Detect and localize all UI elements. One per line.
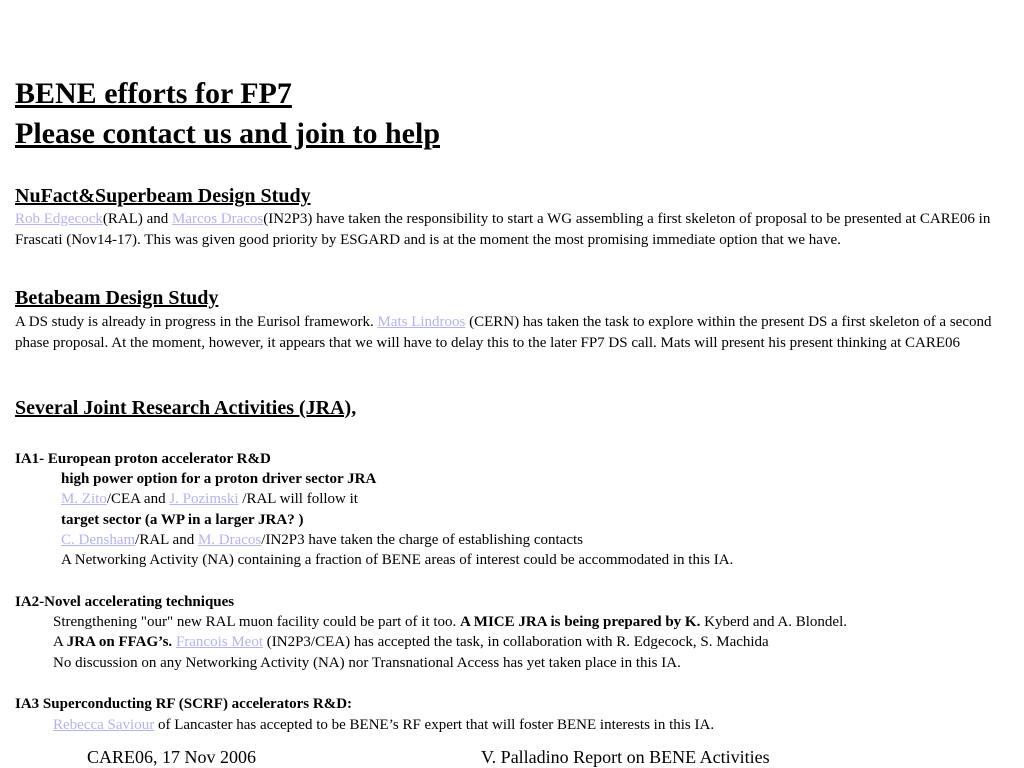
link-m-zito[interactable]: M. Zito	[61, 491, 107, 507]
nufact-heading: NuFact&Superbeam Design Study	[15, 185, 311, 207]
ia3-text: of Lancaster has accepted to be BENE’s RF expert that will foster BENE interests in this IA.	[154, 717, 715, 733]
ia1-heading: IA1- European proton accelerator R&D	[15, 451, 271, 467]
ia2-text: (IN2P3/CEA) has accepted the task, in collaboration with R. Edgecock, S. Machida	[263, 634, 769, 650]
link-rebecca-saviour[interactable]: Rebecca Saviour	[53, 717, 155, 733]
ia1-networking-note: A Networking Activity (NA) containing a fraction of BENE areas of interest could be accommodated in this IA.	[61, 552, 734, 568]
link-francois-meot[interactable]: Francois Meot	[175, 634, 264, 650]
betabeam-text-1: A DS study is already in progress in the Eurisol framework.	[15, 314, 378, 330]
betabeam-text-2: (CERN) has taken the task to explore within the present DS a first skeleton of a second phase proposal. At the moment, however, it appears that we will have to delay this to the later FP7 DS call. Mats will present his present thinking at CARE06	[15, 314, 992, 351]
footer-report: V. Palladino Report on BENE Activities	[481, 747, 770, 767]
ia3-line	[53, 715, 714, 735]
nufact-text-1: (RAL) and	[102, 211, 173, 227]
ia1-text: /RAL will follow it	[238, 491, 358, 507]
link-m-dracos[interactable]: M. Dracos	[197, 532, 262, 548]
link-marcos-dracos[interactable]: Marcos Dracos	[172, 211, 264, 227]
ia3-heading: IA3 Superconducting RF (SCRF) accelerators R&D:	[15, 696, 353, 712]
nufact-text-2: (IN2P3) have taken the responsibility to start a WG assembling a first skeleton of proposal to be presented at CARE06 in Frascati (Nov14-17). This was given good priority by ESGARD and is at the moment the most promising immediate option that we have.	[15, 211, 991, 248]
ia1-text: /RAL and	[135, 532, 198, 548]
jra-heading: Several Joint Research Activities (JRA),	[15, 397, 357, 419]
nufact-paragraph	[15, 209, 1015, 250]
ia2-line-mice	[53, 612, 847, 632]
ia1-line-contacts-2	[61, 530, 583, 550]
ia2-text: Kyberd and A. Blondel.	[700, 614, 848, 630]
ia1-text: /CEA and	[106, 491, 170, 507]
footer-date: CARE06, 17 Nov 2006	[87, 747, 257, 767]
link-rob-edgecock[interactable]: Rob Edgecock	[15, 211, 103, 227]
ia1-text: /IN2P3 have taken the charge of establishing contacts	[261, 532, 583, 548]
ia2-ffag-emphasis: JRA on FFAG’s.	[66, 634, 173, 650]
ia2-networking-note: No discussion on any Networking Activity (NA) nor Transnational Access has yet taken place in this IA.	[53, 655, 681, 671]
link-mats-lindroos[interactable]: Mats Lindroos	[377, 314, 466, 330]
betabeam-paragraph	[15, 312, 1015, 353]
ia1-subheading-proton-driver: high power option for a proton driver sector JRA	[61, 471, 377, 487]
slide-subtitle: Please contact us and join to help	[15, 117, 441, 150]
link-c-densham[interactable]: C. Densham	[61, 532, 136, 548]
ia2-line-ffag	[53, 632, 769, 652]
betabeam-heading: Betabeam Design Study	[15, 287, 219, 309]
ia2-heading: IA2-Novel accelerating techniques	[15, 594, 235, 610]
slide-title: BENE efforts for FP7	[15, 77, 292, 110]
ia1-line-contacts-1	[61, 489, 358, 509]
ia2-text: Strengthening "our" new RAL muon facility could be part of it too.	[53, 614, 461, 630]
ia2-text: A	[53, 634, 67, 650]
link-j-pozimski[interactable]: J. Pozimski	[169, 491, 239, 507]
ia2-mice-emphasis: A MICE JRA is being prepared by K.	[460, 614, 701, 630]
ia1-subheading-target: target sector (a WP in a larger JRA? )	[61, 512, 304, 528]
